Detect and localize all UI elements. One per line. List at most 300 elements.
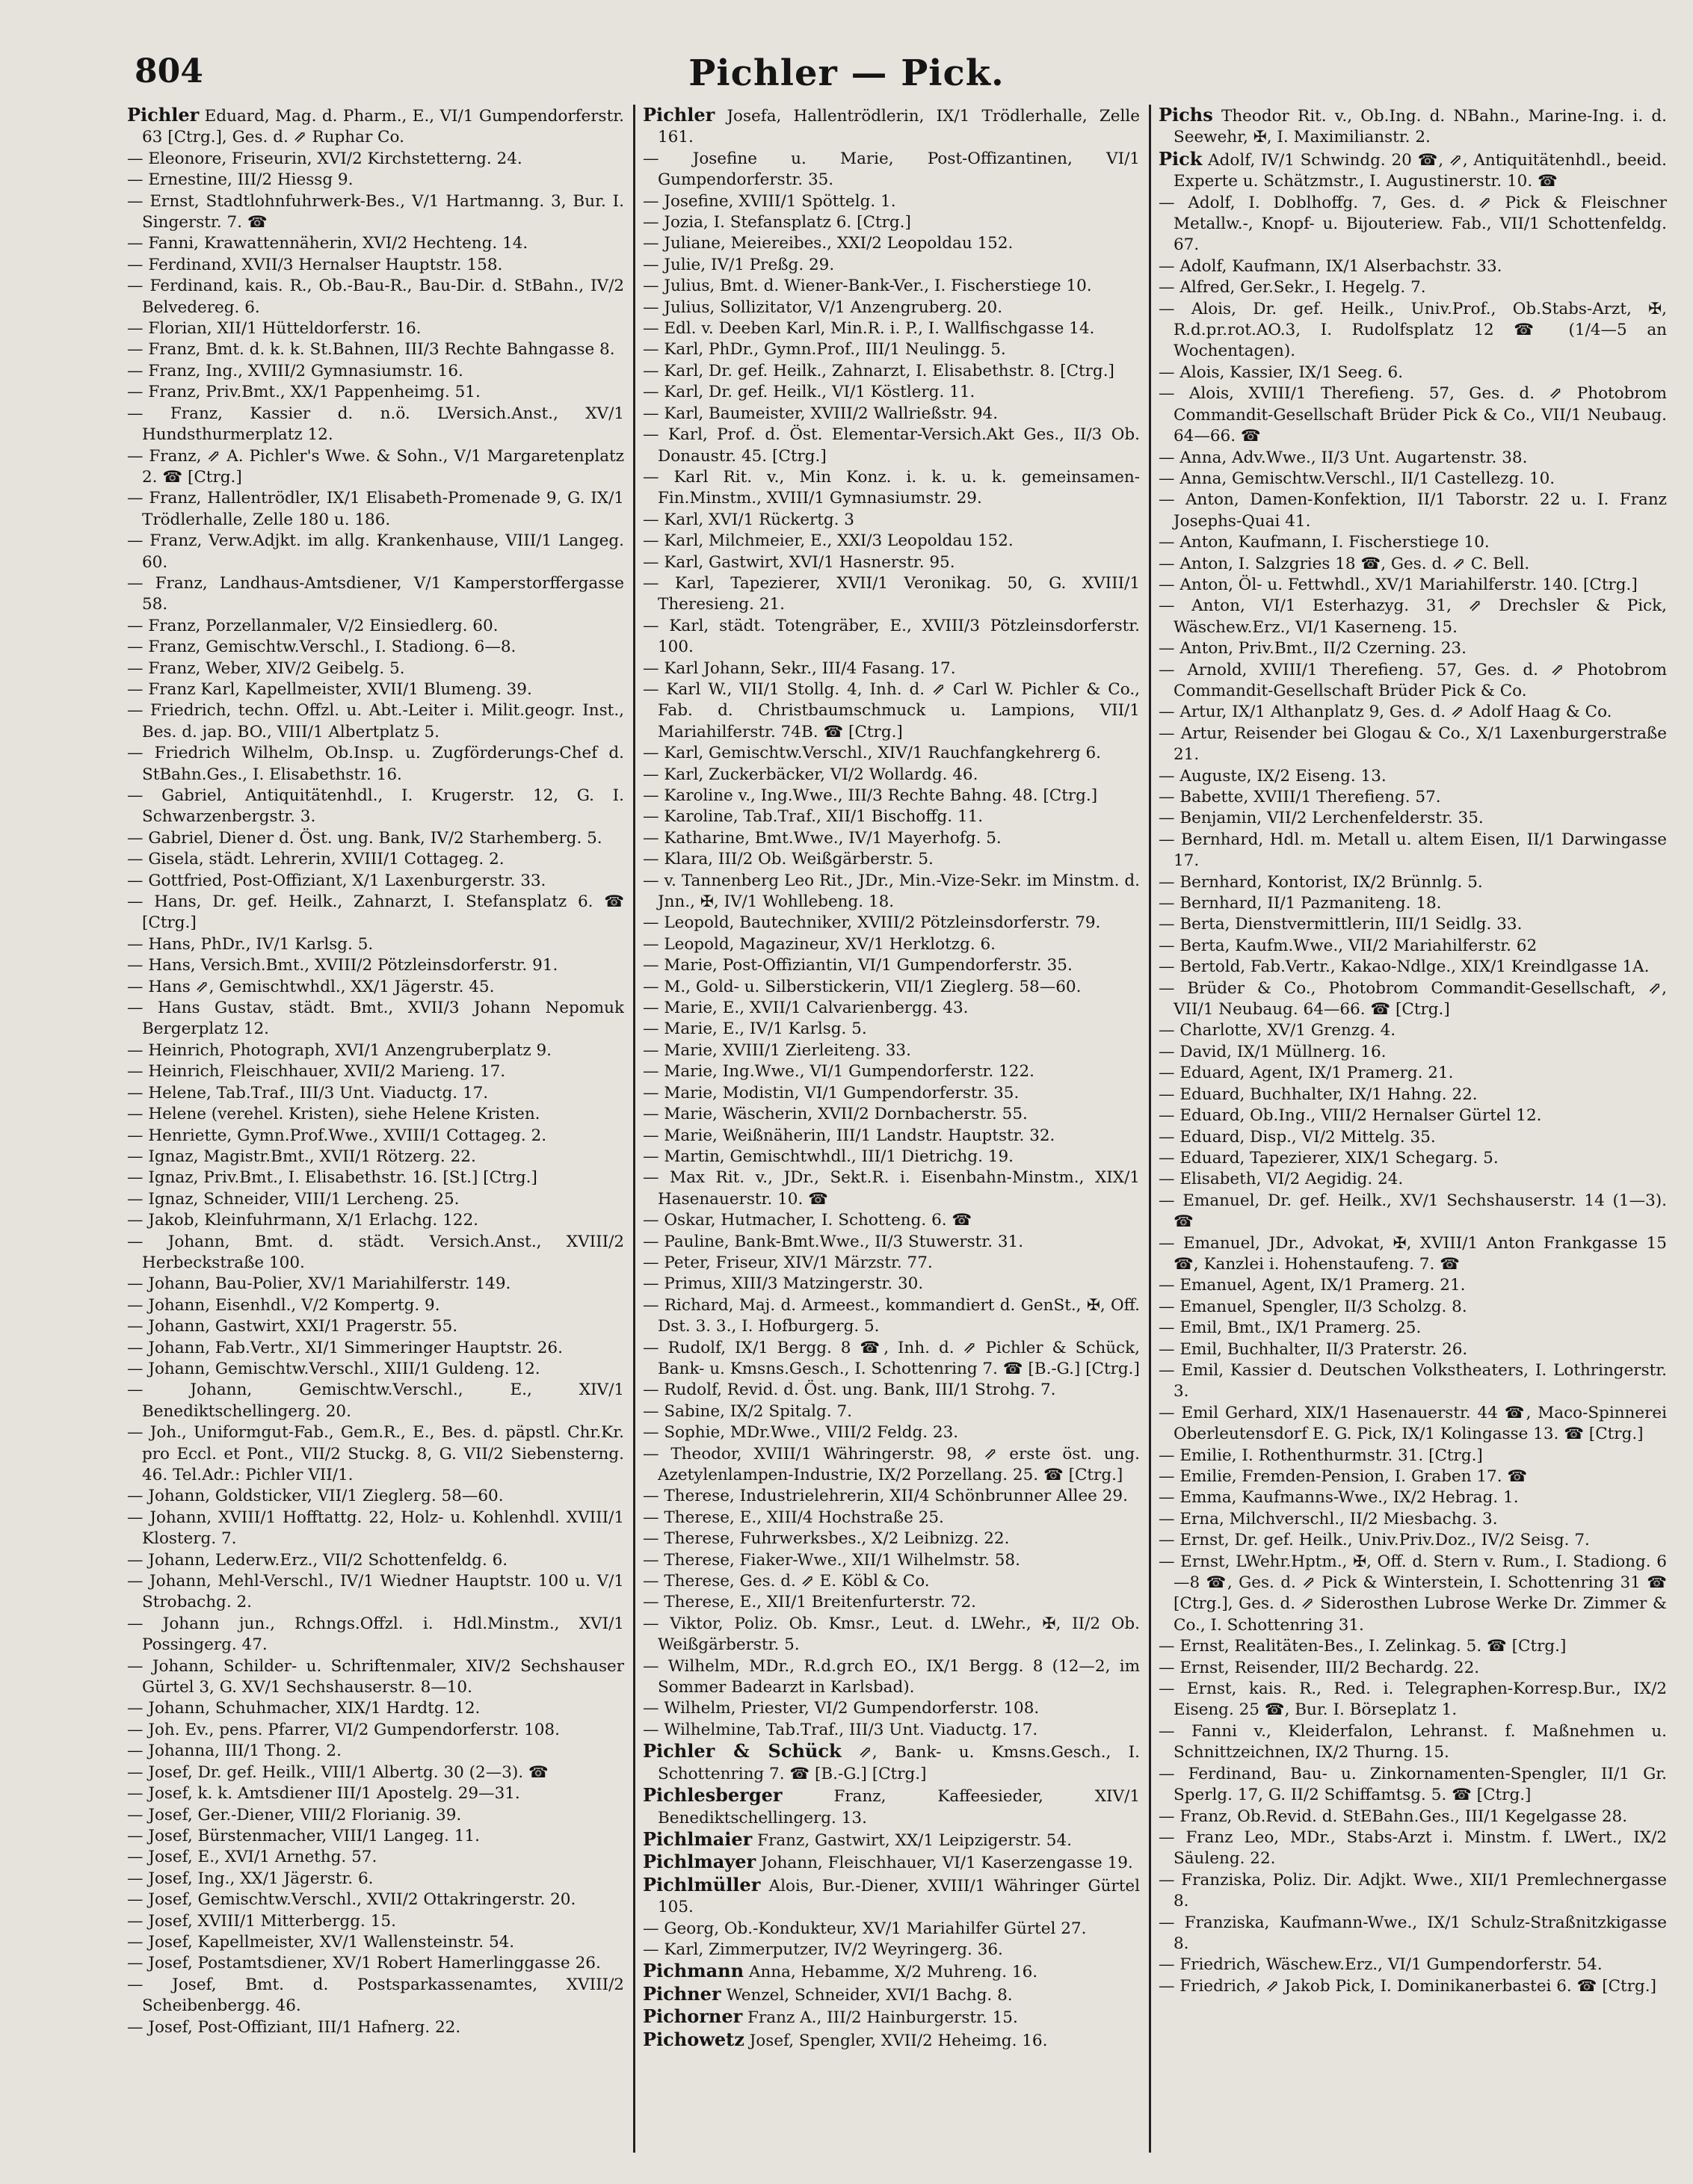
page-number: 804 (135, 52, 203, 90)
directory-entry (1159, 830, 1667, 872)
entry-text: — Florian, XII/1 Hütteldorferstr. 16. (127, 319, 422, 339)
entry-headword: Pichner (643, 1982, 721, 2005)
entry-text: — Karl, Zuckerbäcker, VI/2 Wollardg. 46. (643, 765, 978, 784)
directory-entry (1159, 1233, 1667, 1276)
directory-entry (1159, 1658, 1667, 1679)
entry-text: — Marie, E., IV/1 Karlsg. 5. (643, 1019, 867, 1039)
directory-entry (643, 765, 1140, 786)
entry-text: — Arnold, XVIII/1 Therefieng. 57, Ges. d. ⇗ Photobrom Commandit-Gesellschaft Brüder Pick & Co. (1159, 660, 1667, 700)
directory-entry (127, 1210, 624, 1231)
entry-text: — Hans, Dr. gef. Heilk., Zahnarzt, I. Stefansplatz 6. ☎ [Ctrg.] (127, 892, 624, 933)
directory-entry (1159, 1976, 1667, 1997)
entry-text: — Therese, E., XIII/4 Hochstraße 25. (643, 1508, 944, 1527)
entry-text: — Friedrich, techn. Offzl. u. Abt.-Leiter i. Milit.geogr. Inst., Bes. d. jap. BO., VIII/1 Albertplatz 5. (127, 701, 624, 741)
directory-entry (643, 404, 1140, 425)
entry-text: — Hans, PhDr., IV/1 Karlsg. 5. (127, 934, 374, 954)
entry-text: — Emil, Kassier d. Deutschen Volkstheaters, I. Lothringerstr. 3. (1159, 1360, 1667, 1401)
directory-entry (127, 1826, 624, 1847)
entry-text: — Josef, XVIII/1 Mitterbergg. 15. (127, 1911, 396, 1931)
directory-entry (127, 105, 624, 149)
entry-headword: Pick (1159, 147, 1203, 170)
directory-entry (127, 1762, 624, 1783)
directory-entry (127, 573, 624, 616)
directory-entry (127, 1422, 624, 1486)
directory-entry (643, 1851, 1140, 1874)
directory-entry (127, 1338, 624, 1359)
entry-text: — Joh. Ev., pens. Pfarrer, VI/2 Gumpendorferstr. 108. (127, 1720, 560, 1739)
entry-text: — Babette, XVIII/1 Therefieng. 57. (1159, 788, 1441, 806)
entry-text: — Hans ⇗, Gemischtwhdl., XX/1 Jägerstr. 45. (127, 977, 495, 996)
entry-text: — Karoline, Tab.Traf., XII/1 Bischoffg. 11. (643, 807, 984, 827)
entry-text: — Marie, Post-Offiziantin, VI/1 Gumpendorferstr. 35. (643, 956, 1073, 975)
directory-entry (1159, 1297, 1667, 1318)
directory-entry (643, 1592, 1140, 1613)
column-divider (633, 105, 635, 2153)
directory-entry (127, 1953, 624, 1974)
directory-entry (643, 105, 1140, 149)
directory-entry (643, 1104, 1140, 1125)
entry-text: — Jakob, Kleinfuhrmann, X/1 Erlachg. 122. (127, 1211, 478, 1230)
directory-entry (127, 1550, 624, 1571)
directory-entry (643, 616, 1140, 658)
entry-text: Adolf, IV/1 Schwindg. 20 ☎, ⇗, Antiquitätenhdl., beeid. Experte u. Schätzmstr., I. Augustinerstr. 10. ☎ (1174, 150, 1667, 191)
entry-text: — Bernhard, Kontorist, IX/2 Brünnlg. 5. (1159, 872, 1483, 892)
directory-entry (127, 1571, 624, 1614)
directory-entry (127, 191, 624, 234)
directory-entry (643, 318, 1140, 339)
entry-text: — Eleonore, Friseurin, XVI/2 Kirchstetterng. 24. (127, 149, 522, 168)
entry-text: — Adolf, I. Doblhoffg. 7, Ges. d. ⇗ Pick & Fleischner Metallw.-, Knopf- u. Bijouteriew. Fab., VII/1 Schottenfeldg. 67. (1159, 193, 1667, 255)
entry-text: — Franz, Porzellanmaler, V/2 Einsiedlerg. 60. (127, 616, 499, 635)
entry-text: — Erna, Milchverschl., II/2 Miesbachg. 3. (1159, 1509, 1498, 1529)
directory-entry (127, 1380, 624, 1422)
directory-entry (643, 1253, 1140, 1274)
entry-text: — Ferdinand, XVII/3 Hernalser Hauptstr. 158. (127, 255, 503, 274)
entry-text: — Therese, Ges. d. ⇗ E. Köbl & Co. (643, 1572, 930, 1591)
entry-text: — Johann, Bau-Polier, XV/1 Mariahilferstr. 149. (127, 1274, 511, 1294)
directory-entry (127, 616, 624, 637)
directory-entry (643, 955, 1140, 976)
directory-entry (127, 1104, 624, 1125)
entry-text: — Friedrich, ⇗ Jakob Pick, I. Dominikanerbastei 6. ☎ [Ctrg.] (1159, 1976, 1656, 1996)
entry-text: — Fanni v., Kleiderfalon, Lehranst. f. Maßnehmen u. Schnittzeichnen, IX/2 Thurng. 15. (1159, 1721, 1667, 1762)
directory-entry (1159, 149, 1667, 193)
directory-entry (643, 1741, 1140, 1785)
entry-text: — Richard, Maj. d. Armeest., kommandiert d. GenSt., ✠, Off. Dst. 3. 3., I. Hofburgerg. 5. (643, 1295, 1140, 1336)
directory-entry (643, 1829, 1140, 1851)
entry-text: — Josef, Post-Offiziant, III/1 Hafnerg. 22. (127, 2017, 461, 2037)
entry-text: — Franziska, Kaufmann-Wwe., IX/1 Schulz-Straßnitzkigasse 8. (1159, 1913, 1667, 1953)
directory-entry (1159, 1127, 1667, 1148)
directory-entry (1159, 383, 1667, 447)
directory-entry (643, 1571, 1140, 1592)
entry-text: — Ernst, Reisender, III/2 Bechardg. 22. (1159, 1658, 1480, 1677)
directory-entry (127, 977, 624, 998)
entry-text: — Johann, Gastwirt, XXI/1 Pragerstr. 55. (127, 1317, 458, 1336)
entry-text: — Julie, IV/1 Preßg. 29. (643, 255, 835, 274)
directory-entry (643, 1875, 1140, 1919)
entry-text: — Karoline v., Ing.Wwe., III/3 Rechte Bahng. 48. [Ctrg.] (643, 786, 1098, 805)
entry-text: — Wilhelmine, Tab.Traf., III/3 Unt. Viaductg. 17. (643, 1720, 1038, 1739)
directory-entry (127, 1316, 624, 1337)
entry-text: — Marie, Modistin, VI/1 Gumpendorferstr. 35. (643, 1083, 1020, 1102)
directory-entry (1159, 1318, 1667, 1339)
entry-text: Anna, Hebamme, X/2 Muhreng. 16. (748, 1963, 1038, 1982)
directory-entry (127, 871, 624, 892)
directory-entry (643, 1040, 1140, 1061)
entry-text: — Josef, Postamtsdiener, XV/1 Robert Hamerlinggasse 26. (127, 1954, 601, 1973)
entry-text: — Josef, k. k. Amtsdiener III/1 Apostelg. 29—31. (127, 1784, 520, 1804)
directory-entry (127, 1698, 624, 1719)
entry-text: — Marie, Weißnäherin, III/1 Landstr. Hauptstr. 32. (643, 1126, 1055, 1145)
entry-text: — Eduard, Tapezierer, XIX/1 Schegarg. 5. (1159, 1148, 1499, 1167)
directory-entry (643, 297, 1140, 318)
directory-entry (127, 1656, 624, 1699)
directory-entry (1159, 1085, 1667, 1105)
entry-text: — Joh., Uniformgut-Fab., Gem.R., E., Bes. d. päpstl. Chr.Kr. pro Eccl. et Pont., VII/2 Stuckg. 8, G. VII/2 Siebensterng. 46. Tel.Adr.: Pichler VII/1. (127, 1423, 624, 1484)
directory-entry (643, 1232, 1140, 1253)
entry-text: — Emilie, I. Rothenthurmstr. 31. [Ctrg.] (1159, 1446, 1483, 1465)
directory-entry (127, 1189, 624, 1210)
directory-entry (1159, 1466, 1667, 1487)
entry-text: — Johann, Schilder- u. Schriftenmaler, XIV/2 Sechshauser Gürtel 3, G. XV/1 Sechshauserstr. 8—10. (127, 1656, 624, 1697)
directory-entry (1159, 469, 1667, 490)
entry-text: — Bernhard, II/1 Pazmaniteng. 18. (1159, 894, 1442, 913)
entry-text: — Helene, Tab.Traf., III/3 Unt. Viaductg. 17. (127, 1083, 489, 1102)
directory-entry (127, 1847, 624, 1868)
directory-entry (643, 1550, 1140, 1571)
entry-text: — Ignaz, Schneider, VIII/1 Lercheng. 25. (127, 1189, 460, 1209)
directory-entry (127, 955, 624, 976)
directory-entry (127, 1061, 624, 1082)
entry-text: — Anna, Adv.Wwe., II/3 Unt. Augartenstr. 38. (1159, 448, 1528, 467)
directory-entry (1159, 1191, 1667, 1233)
entry-text: — Ernst, Dr. gef. Heilk., Univ.Priv.Doz., IV/2 Seisg. 7. (1159, 1531, 1590, 1550)
entry-text: — Friedrich Wilhelm, Ob.Insp. u. Zugförderungs-Chef d. StBahn.Ges., I. Elisabethstr. 16. (127, 744, 624, 784)
entry-text: — Emma, Kaufmanns-Wwe., IX/2 Hebrag. 1. (1159, 1488, 1519, 1508)
directory-entry (643, 786, 1140, 806)
entry-text: — Anton, VI/1 Esterhazyg. 31, ⇗ Drechsler & Pick, Wäschew.Erz., VI/1 Kaserneng. 15. (1159, 596, 1667, 637)
entry-text: — Jozia, I. Stefansplatz 6. [Ctrg.] (643, 213, 911, 232)
directory-entry (1159, 1552, 1667, 1637)
entry-text: Johann, Fleischhauer, VI/1 Kaserzengasse 19. (761, 1854, 1133, 1873)
directory-entry (643, 1083, 1140, 1104)
directory-entry (127, 2017, 624, 2038)
entry-text: — Gabriel, Antiquitätenhdl., I. Krugerstr. 12, G. I. Schwarzenbergstr. 3. (127, 786, 624, 827)
entry-headword: Pichlmayer (643, 1851, 756, 1873)
entry-text: — Juliane, Meiereibes., XXI/2 Leopoldau 152. (643, 234, 1014, 253)
entry-text: — Karl, Tapezierer, XVII/1 Veronikag. 50, G. XVIII/1 Theresieng. 21. (643, 573, 1140, 614)
directory-entry (643, 1720, 1140, 1741)
directory-entry (643, 977, 1140, 998)
directory-entry (1159, 1275, 1667, 1296)
entry-text: — Adolf, Kaufmann, IX/1 Alserbachstr. 33. (1159, 256, 1502, 276)
directory-entry (643, 1019, 1140, 1040)
entry-text: — Franziska, Poliz. Dir. Adjkt. Wwe., XII/1 Premlechnergasse 8. (1159, 1870, 1667, 1911)
entry-text: — Franz Karl, Kapellmeister, XVII/1 Blumeng. 39. (127, 679, 532, 699)
directory-entry (127, 1805, 624, 1826)
page-header (0, 52, 1693, 112)
entry-text: — Franz, Hallentrödler, IX/1 Elisabeth-Promenade 9, G. IX/1 Trödlerhalle, Zelle 180 u. 186. (127, 489, 624, 529)
directory-entry (127, 786, 624, 828)
entry-text: Franz A., III/2 Hainburgerstr. 15. (747, 2008, 1018, 2028)
directory-entry (1159, 638, 1667, 659)
directory-entry (643, 998, 1140, 1019)
directory-entry (1159, 1955, 1667, 1975)
directory-entry (1159, 1530, 1667, 1551)
directory-entry (127, 531, 624, 573)
entry-text: — Emil Gerhard, XIX/1 Hasenauerstr. 44 ☎, Maco-Spinnerei Oberleutensdorf E. G. Pick, IX/1 Kolingasse 13. ☎ [Ctrg.] (1159, 1403, 1667, 1444)
directory-entry (643, 382, 1140, 403)
directory-entry (127, 382, 624, 403)
directory-entry (643, 531, 1140, 552)
entry-text: — Ignaz, Priv.Bmt., I. Elisabethstr. 16. [St.] [Ctrg.] (127, 1168, 537, 1188)
directory-entry (643, 1274, 1140, 1295)
entry-headword: Pichler (643, 105, 715, 126)
directory-entry (127, 1274, 624, 1295)
entry-text: — David, IX/1 Müllnerg. 16. (1159, 1042, 1387, 1061)
directory-entry (127, 700, 624, 743)
directory-entry (643, 913, 1140, 934)
directory-entry (1159, 299, 1667, 363)
entry-text: ⇗, Bank- u. Kmsns.Gesch., I. Schottenring 7. ☎ [B.-G.] [Ctrg.] (658, 1743, 1140, 1783)
directory-entry (643, 1508, 1140, 1529)
entry-text: — Karl, Gemischtw.Verschl., XIV/1 Rauchfangkehrerg 6. (643, 744, 1101, 763)
entry-text: — Emanuel, Dr. gef. Heilk., XV/1 Sechshauserstr. 14 (1—3). ☎ (1159, 1191, 1667, 1232)
directory-entry (643, 2006, 1140, 2029)
entry-text: — Franz, Weber, XIV/2 Geibelg. 5. (127, 658, 405, 678)
entry-text: — Eduard, Buchhalter, IX/1 Hahng. 22. (1159, 1085, 1478, 1104)
directory-entry (643, 1147, 1140, 1167)
directory-entry (1159, 702, 1667, 723)
directory-entry (1159, 1169, 1667, 1190)
entry-headword: Pichowetz (643, 2028, 744, 2050)
directory-entry (1159, 872, 1667, 893)
entry-text: — Franz, Ing., XVIII/2 Gymnasiumstr. 16. (127, 361, 463, 380)
entry-text: — Wilhelm, Priester, VI/2 Gumpendorferstr. 108. (643, 1699, 1040, 1718)
entry-text: — Alois, Kassier, IX/1 Seeg. 6. (1159, 363, 1404, 382)
entry-text: — Hans Gustav, städt. Bmt., XVII/3 Johann Nepomuk Bergerplatz 12. (127, 999, 624, 1039)
directory-entry (127, 318, 624, 339)
entry-text: — Bernhard, Hdl. m. Metall u. altem Eisen, II/1 Darwingasse 17. (1159, 830, 1667, 871)
entry-text: — Anna, Gemischtw.Verschl., II/1 Castellezg. 10. (1159, 469, 1555, 488)
entry-text: — Artur, Reisender bei Glogau & Co., X/1 Laxenburgerstraße 21. (1159, 724, 1667, 765)
directory-entry (1159, 1807, 1667, 1827)
entry-text: — Franz, Priv.Bmt., XX/1 Pappenheimg. 51. (127, 383, 481, 402)
directory-entry (127, 1975, 624, 2017)
directory-entry (1159, 1679, 1667, 1721)
entry-text: — Friedrich, Wäschew.Erz., VI/1 Gumpendorferstr. 54. (1159, 1955, 1603, 1975)
entry-text: — Theodor, XVIII/1 Währingerstr. 98, ⇗ erste öst. ung. Azetylenlampen-Industrie, IX/2 Porzellang. 25. ☎ [Ctrg.] (643, 1444, 1140, 1484)
directory-entry (1159, 1446, 1667, 1466)
directory-entry (1159, 490, 1667, 532)
directory-entry (1159, 277, 1667, 298)
directory-entry (127, 1295, 624, 1316)
directory-entry (1159, 1020, 1667, 1041)
entry-text: — Josef, Bmt. d. Postsparkassenamtes, XVIII/2 Scheibenbergg. 46. (127, 1975, 624, 2016)
entry-text: — Heinrich, Photograph, XVI/1 Anzengruberplatz 9. (127, 1040, 552, 1060)
entry-text: — Johann, Gemischtw.Verschl., XIII/1 Guldeng. 12. (127, 1359, 540, 1378)
entry-headword: Pichmann (643, 1960, 744, 1982)
entry-text: — Franz, Bmt. d. k. k. St.Bahnen, III/3 Rechte Bahngasse 8. (127, 340, 615, 360)
directory-entry (1159, 554, 1667, 575)
directory-entry (1159, 1636, 1667, 1657)
entry-text: — Julius, Sollizitator, V/1 Anzengruberg. 20. (643, 297, 1003, 317)
entry-text: — M., Gold- u. Silberstickerin, VII/1 Zieglerg. 58—60. (643, 977, 1082, 996)
directory-entry (1159, 1913, 1667, 1955)
directory-entry (643, 679, 1140, 743)
directory-entry (643, 1529, 1140, 1549)
directory-entry (127, 1720, 624, 1741)
entry-text: — Ernst, LWehr.Hptm., ✠, Off. d. Stern v. Rum., I. Stadiong. 6—8 ☎, Ges. d. ⇗ Pick & Winterstein, I. Schottenring 31 ☎ [Ctrg.], Ges. d. ⇗ Siderosthen Lubrose Werke Dr. Zimmer & Co., I. Schottenring 31. (1159, 1552, 1667, 1635)
entry-text: — Rudolf, Revid. d. Öst. ung. Bank, III/1 Strohg. 7. (643, 1381, 1056, 1400)
entry-text: — Eduard, Ob.Ing., VIII/2 Hernalser Gürtel 12. (1159, 1106, 1542, 1126)
directory-entry (643, 1698, 1140, 1719)
directory-entry (1159, 1509, 1667, 1530)
entry-text: — Alfred, Ger.Sekr., I. Hegelg. 7. (1159, 278, 1426, 297)
directory-entry (1159, 724, 1667, 766)
running-title: Pichler — Pick. (688, 52, 1005, 94)
directory-entry (127, 1614, 624, 1656)
entry-text: — Ernst, Stadtlohnfuhrwerk-Bes., V/1 Hartmanng. 3, Bur. I. Singerstr. 7. ☎ (127, 191, 624, 232)
entry-text: — Karl, XVI/1 Rückertg. 3 (643, 510, 854, 529)
entry-text: — Gisela, städt. Lehrerin, XVIII/1 Cottageg. 2. (127, 850, 505, 869)
directory-entry (127, 1932, 624, 1953)
entry-text: — Ignaz, Magistr.Bmt., XVII/1 Rötzerg. 22. (127, 1147, 476, 1166)
entry-text: — Karl, Zimmerputzer, IV/2 Weyringerg. 36. (643, 1940, 1003, 1959)
directory-entry (1159, 256, 1667, 277)
entry-text: — Johann, Fab.Vertr., XI/1 Simmeringer Hauptstr. 26. (127, 1338, 563, 1357)
directory-entry (643, 934, 1140, 955)
entry-text: Eduard, Mag. d. Pharm., E., VI/1 Gumpendorferstr. 63 [Ctrg.], Ges. d. ⇗ Ruphar Co. (142, 107, 624, 147)
entry-text: — Berta, Kaufm.Wwe., VII/2 Mariahilferstr. 62 (1159, 936, 1538, 955)
entry-text: — Leopold, Magazineur, XV/1 Herklotzg. 6. (643, 934, 996, 954)
entry-text: — Gabriel, Diener d. Öst. ung. Bank, IV/2 Starhemberg. 5. (127, 828, 602, 848)
entry-text: — Therese, Industrielehrerin, XII/4 Schönbrunner Allee 29. (643, 1487, 1128, 1506)
directory-entry (1159, 1403, 1667, 1446)
directory-entry (1159, 957, 1667, 978)
entry-text: — Karl, Dr. gef. Heilk., VI/1 Köstlerg. 11. (643, 383, 975, 402)
entry-text: — Ernst, Realitäten-Bes., I. Zelinkag. 5. ☎ [Ctrg.] (1159, 1637, 1567, 1656)
directory-entry (1159, 1870, 1667, 1913)
entry-text: Wenzel, Schneider, XVI/1 Bachg. 8. (726, 1985, 1013, 2005)
entry-text: — Franz, ⇗ A. Pichler's Wwe. & Sohn., V/1 Margaretenplatz 2. ☎ [Ctrg.] (127, 446, 624, 487)
directory-entry (1159, 1827, 1667, 1870)
entry-text: — Sophie, MDr.Wwe., VIII/2 Feldg. 23. (643, 1423, 959, 1443)
directory-entry (127, 658, 624, 679)
directory-entry (127, 1890, 624, 1910)
entry-text: — Franz, Ob.Revid. d. StEBahn.Ges., III/1 Kegelgasse 28. (1159, 1807, 1628, 1826)
directory-entry (127, 637, 624, 658)
entry-text: — Anton, I. Salzgries 18 ☎, Ges. d. ⇗ C. Bell. (1159, 554, 1530, 573)
directory-entry (127, 1869, 624, 1890)
directory-entry (1159, 1148, 1667, 1169)
directory-entry (127, 488, 624, 531)
directory-entry (127, 828, 624, 849)
directory-entry (127, 404, 624, 446)
entry-text: — Johann jun., Rchngs.Offzl. i. Hdl.Minstm., XVI/1 Possingerg. 47. (127, 1614, 624, 1655)
directory-entry (127, 446, 624, 489)
entry-text: — Josef, Dr. gef. Heilk., VIII/1 Albertg. 30 (2—3). ☎ (127, 1762, 549, 1782)
directory-entry (643, 425, 1140, 467)
entry-text: — Emanuel, JDr., Advokat, ✠, XVIII/1 Anton Frankgasse 15 ☎, Kanzlei i. Hohenstaufeng. 7. ☎ (1159, 1233, 1667, 1274)
entry-text: — Artur, IX/1 Althanplatz 9, Ges. d. ⇗ Adolf Haag & Co. (1159, 703, 1612, 722)
entry-text: — Martin, Gemischtwhdl., III/1 Dietrichg. 19. (643, 1147, 1014, 1166)
entry-text: — Hans, Versich.Bmt., XVIII/2 Pötzleinsdorferstr. 91. (127, 956, 558, 975)
entry-text: — Leopold, Bautechniker, XVIII/2 Pötzleinsdorferstr. 79. (643, 913, 1101, 933)
entry-text: — Emilie, Fremden-Pension, I. Graben 17. ☎ (1159, 1467, 1528, 1486)
directory-entry (643, 467, 1140, 510)
directory-entry (1159, 1105, 1667, 1126)
entry-headword: Pichler (127, 105, 200, 126)
entry-text: — Marie, Ing.Wwe., VI/1 Gumpendorferstr. 122. (643, 1062, 1034, 1082)
column-3 (1159, 105, 1667, 2153)
entry-text: — Josefine u. Marie, Post-Offizantinen, VI/1 Gumpendorferstr. 35. (643, 149, 1140, 190)
entry-text: — Julius, Bmt. d. Wiener-Bank-Ver., I. Fischerstiege 10. (643, 277, 1092, 296)
entry-headword: Pichlmaier (643, 1827, 753, 1850)
entry-text: — Karl, PhDr., Gymn.Prof., III/1 Neulingg. 5. (643, 340, 1006, 360)
directory-entry (127, 1741, 624, 1762)
entry-text: — Josef, Gemischtw.Verschl., XVII/2 Ottakringerstr. 20. (127, 1890, 576, 1910)
directory-entry (643, 806, 1140, 827)
entry-text: — Georg, Ob.-Kondukteur, XV/1 Mariahilfer Gürtel 27. (643, 1919, 1087, 1938)
directory-entry (643, 828, 1140, 849)
directory-entry (127, 276, 624, 318)
entry-text: Franz, Gastwirt, XX/1 Leipzigerstr. 54. (757, 1830, 1072, 1850)
directory-entry (1159, 1063, 1667, 1084)
entry-text: — Henriette, Gymn.Prof.Wwe., XVIII/1 Cottageg. 2. (127, 1126, 547, 1145)
directory-entry (1159, 193, 1667, 256)
entry-text: — Karl Johann, Sekr., III/4 Fasang. 17. (643, 658, 956, 678)
entry-text: — Alois, Dr. gef. Heilk., Univ.Prof., Ob.Stabs-Arzt, ✠, R.d.pr.rot.AO.3, I. Rudolfsplatz 12 ☎ (1/4—5 an Wochentagen). (1159, 299, 1667, 361)
directory-entry (643, 658, 1140, 679)
entry-text: — Josef, E., XVI/1 Arnethg. 57. (127, 1848, 377, 1867)
directory-entry (643, 1126, 1140, 1147)
directory-entry (127, 892, 624, 934)
entry-headword: Pichlmüller (643, 1873, 761, 1895)
entry-text: — Karl, Milchmeier, E., XXI/3 Leopoldau 152. (643, 531, 1014, 551)
entry-text: — Therese, Fuhrwerksbes., X/2 Leibnizg. 22. (643, 1529, 1010, 1549)
directory-entry (1159, 532, 1667, 553)
directory-entry (643, 1422, 1140, 1443)
entry-text: — Max Rit. v., JDr., Sekt.R. i. Eisenbahn-Minstm., XIX/1 Hasenauerstr. 10. ☎ (643, 1168, 1140, 1209)
column-1 (127, 105, 624, 2153)
entry-text: — Gottfried, Post-Offiziant, X/1 Laxenburgerstr. 33. (127, 871, 546, 890)
entry-text: — Josefine, XVIII/1 Spöttelg. 1. (643, 191, 896, 211)
directory-entry (1159, 808, 1667, 829)
entry-text: — Johann, Bmt. d. städt. Versich.Anst., XVIII/2 Herbeckstraße 100. (127, 1232, 624, 1272)
directory-entry (127, 361, 624, 382)
directory-entry (127, 679, 624, 700)
entry-text: — v. Tannenberg Leo Rit., JDr., Min.-Vize-Sekr. im Minstm. d. Jnn., ✠, IV/1 Wohllebeng. 18. (643, 871, 1140, 912)
entry-text: — Berta, Dienstvermittlerin, III/1 Seidlg. 33. (1159, 915, 1523, 934)
entry-text: — Heinrich, Fleischhauer, XVII/2 Marieng. 17. (127, 1062, 506, 1082)
entry-text: Franz, Kaffeesieder, XIV/1 Benediktschellingerg. 13. (658, 1787, 1140, 1827)
directory-entry (643, 552, 1140, 573)
directory-entry (127, 1783, 624, 1804)
directory-entry (643, 1656, 1140, 1699)
directory-entry (643, 276, 1140, 297)
entry-text: — Pauline, Bank-Bmt.Wwe., II/3 Stuwerstr. 31. (643, 1232, 1024, 1251)
entry-text: — Primus, XIII/3 Matzingerstr. 30. (643, 1274, 924, 1294)
directory-entry (643, 849, 1140, 870)
entry-text: — Eduard, Disp., VI/2 Mittelg. 35. (1159, 1127, 1436, 1147)
entry-text: — Ferdinand, kais. R., Ob.-Bau-R., Bau-Dir. d. StBahn., IV/2 Belvedereg. 6. (127, 277, 624, 317)
directory-entry (643, 1401, 1140, 1422)
entry-text: — Bertold, Fab.Vertr., Kakao-Ndlge., XIX/1 Kreindlgasse 1A. (1159, 957, 1650, 977)
entry-text: — Anton, Öl- u. Fettwhdl., XV/1 Mariahilferstr. 140. [Ctrg.] (1159, 575, 1638, 594)
directory-entry (1159, 936, 1667, 957)
